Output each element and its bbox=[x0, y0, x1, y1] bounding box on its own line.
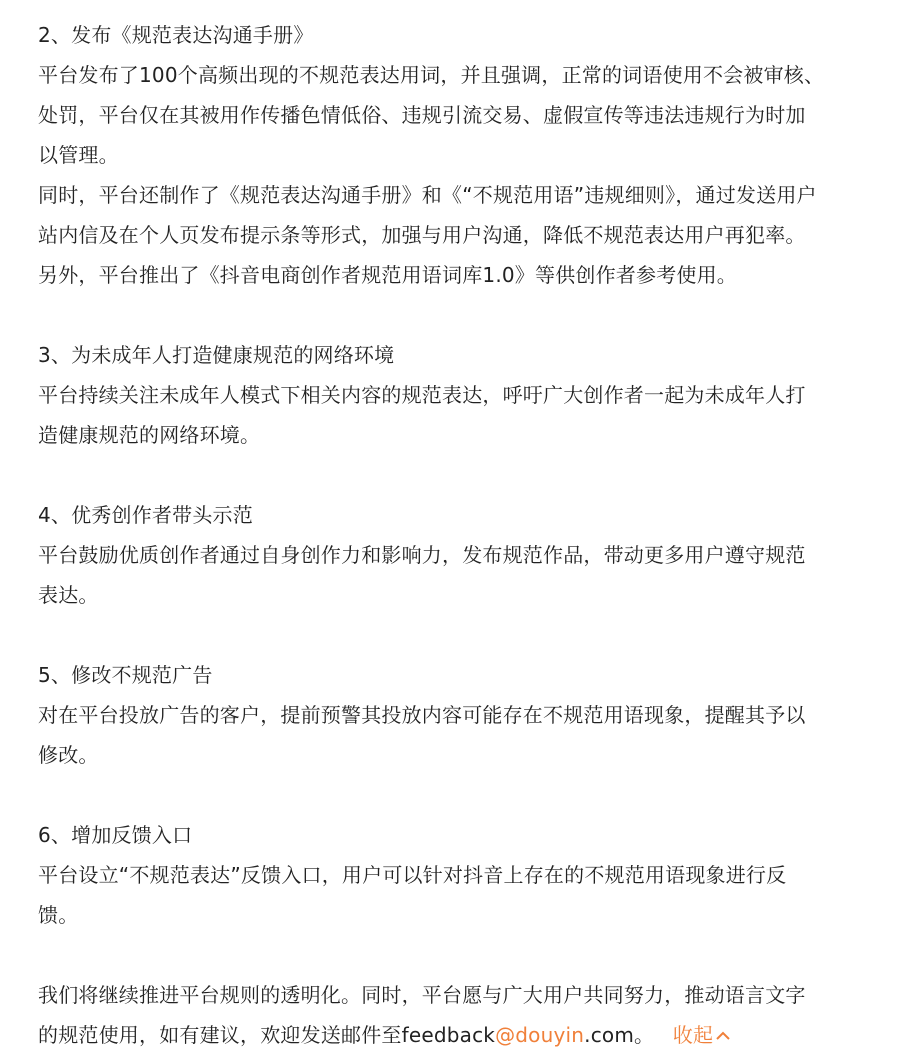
paragraph-line: 造健康规范的网络环境。 bbox=[38, 423, 261, 447]
section-5 bbox=[38, 655, 890, 775]
paragraph-line: 表达。 bbox=[38, 583, 99, 607]
closing-text-prefix: 的规范使用，如有建议，欢迎发送邮件至feedback bbox=[38, 1023, 496, 1047]
spacer bbox=[38, 295, 890, 335]
section-6 bbox=[38, 815, 890, 935]
section-heading: 4、优秀创作者带头示范 bbox=[38, 503, 253, 527]
spacer bbox=[38, 615, 890, 655]
spacer bbox=[38, 455, 890, 495]
email-link-domain[interactable]: @douyin bbox=[495, 1023, 585, 1047]
collapse-label: 收起 bbox=[672, 1023, 714, 1047]
spacer bbox=[38, 935, 890, 975]
section-4 bbox=[38, 495, 890, 615]
closing-last-line bbox=[38, 1015, 890, 1055]
paragraph-line: 平台发布了100个高频出现的不规范表达用词，并且强调，正常的词语使用不会被审核、 bbox=[38, 63, 825, 87]
paragraph-line: 另外，平台推出了《抖音电商创作者规范用语词库1.0》等供创作者参考使用。 bbox=[38, 263, 738, 287]
collapse-button[interactable] bbox=[673, 1023, 731, 1047]
spacer bbox=[38, 775, 890, 815]
closing-paragraph bbox=[38, 975, 890, 1055]
section-3 bbox=[38, 335, 890, 455]
paragraph-line: 馈。 bbox=[38, 903, 79, 927]
section-2 bbox=[38, 15, 890, 295]
paragraph-line: 我们将继续推进平台规则的透明化。同时，平台愿与广大用户共同努力，推动语言文字 bbox=[38, 983, 806, 1007]
paragraph-line: 平台设立“不规范表达”反馈入口，用户可以针对抖音上存在的不规范用语现象进行反 bbox=[38, 863, 787, 887]
paragraph-line: 对在平台投放广告的客户，提前预警其投放内容可能存在不规范用语现象，提醒其予以 bbox=[38, 703, 806, 727]
paragraph-line: 以管理。 bbox=[38, 143, 119, 167]
paragraph-line: 同时，平台还制作了《规范表达沟通手册》和《“不规范用语”违规细则》，通过发送用户 bbox=[38, 183, 817, 207]
paragraph-line: 修改。 bbox=[38, 743, 99, 767]
paragraph-line: 平台持续关注未成年人模式下相关内容的规范表达，呼吁广大创作者一起为未成年人打 bbox=[38, 383, 806, 407]
section-heading: 6、增加反馈入口 bbox=[38, 823, 193, 847]
section-heading: 2、发布《规范表达沟通手册》 bbox=[38, 23, 314, 47]
paragraph-line: 平台鼓励优质创作者通过自身创作力和影响力，发布规范作品，带动更多用户遵守规范 bbox=[38, 543, 806, 567]
closing-text-suffix: .com。 bbox=[584, 1023, 655, 1047]
section-heading: 5、修改不规范广告 bbox=[38, 663, 213, 687]
section-heading: 3、为未成年人打造健康规范的网络环境 bbox=[38, 343, 395, 367]
paragraph-line: 处罚，平台仅在其被用作传播色情低俗、违规引流交易、虚假宣传等违法违规行为时加 bbox=[38, 103, 806, 127]
chevron-up-icon bbox=[715, 1029, 731, 1043]
paragraph-line: 站内信及在个人页发布提示条等形式，加强与用户沟通，降低不规范表达用户再犯率。 bbox=[38, 223, 806, 247]
